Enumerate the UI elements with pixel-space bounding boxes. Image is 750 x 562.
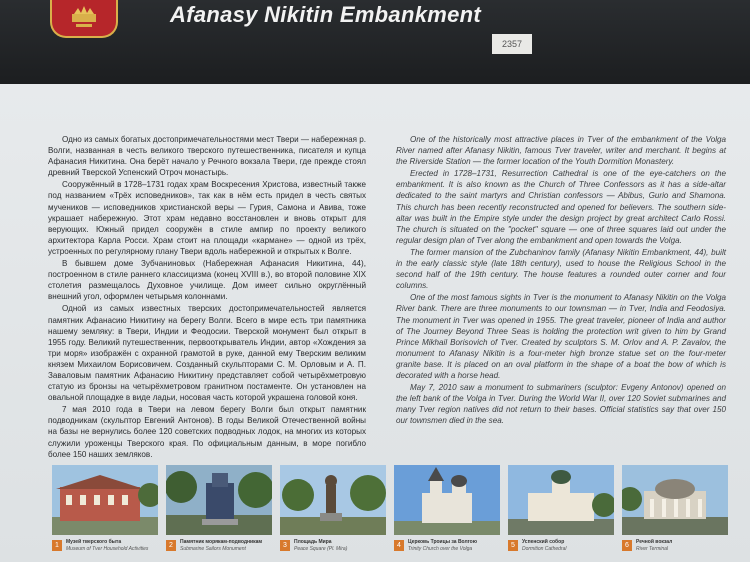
photo-number: 4 <box>394 540 404 551</box>
sign-header <box>0 0 750 84</box>
museum-photo <box>52 465 158 535</box>
peace-square-photo <box>280 465 386 535</box>
ru-paragraph: Сооружённый в 1728–1731 годах храм Воскресения Христова, известный также под названием «Трёх исповедников», так как в нём есть придел в честь святых мучеников — исповедников христианской веры — Гурия, Самона и Авива, тоже украшает набережную. Этот храм недавно восстановлен и вновь открыт для верующих. Южный придел сооружён в стиле ампир по проекту великого архитектора Карла Росси. Храм стоит на площади «кармане» — одной из трёх, устроенных по регулярному плану Твери вдоль набережной и открытых к Волге. <box>48 180 366 256</box>
photo-caption-en: Submarine Sailors Monument <box>180 546 246 552</box>
ru-paragraph: В бывшем доме Зубчаниновых (Набережная Афанасия Никитина, 44), построенном в стиле раннего классицизма (конец XVIII в.), во второй половине XIX столетия размещалось Духовное училище. Дом имеет сильно округлённый внешний угол, оформлен четырьмя колоннами. <box>48 259 366 302</box>
english-text-column <box>396 134 726 427</box>
photo-caption-ru: Музей тверского быта <box>66 539 122 545</box>
photo-caption-ru: Памятник морякам-подводникам <box>180 539 263 545</box>
photo-number: 2 <box>166 540 176 551</box>
photo-caption-en: Trinity Church over the Volga <box>408 546 473 552</box>
photo-river-terminal <box>622 465 728 556</box>
river-terminal-photo <box>622 465 728 535</box>
en-paragraph: One of the most famous sights in Tver is the monument to Afanasy Nikitin on the Volga River bank. There are three monuments to our townsman — in Tver, India and Feodosiya. The monument in Tver was opened in 1955. The great traveler, pioneer of India and author of The Journey Beyond Three Seas is holding the protection writ given to him by Grand Prince Mikhail Borisovich of Tver. Created by sculptors S. M. Orlov and A. P. Zavalov, the monument to Afanasy Nikitin is a four-meter high bronze statue set on the four-meter granite base. It is placed on an oval platform in the shape of a boat the bow of which is decorated with a horse head. <box>396 293 726 380</box>
photo-dormition-cathedral <box>508 465 614 556</box>
ru-paragraph: 7 мая 2010 года в Твери на левом берегу Волги был открыт памятник подводникам (скульптор Евгений Антонов). В годы Великой Отечественной войны на базы не вернулись более 120 советских подводных лодок, на многих из которых служили уроженцы Тверского края. По официальным данным, в море погибло более 150 наших земляков. <box>48 405 366 459</box>
photo-caption-ru: Успенский собор <box>522 539 565 545</box>
photo-caption-ru: Церковь Троицы за Волгою <box>408 539 478 545</box>
en-paragraph: Erected in 1728–1731, Resurrection Cathedral is one of the eye-catchers on the embankment. It is also known as the Church of Three Confessors as it has a side-altar dedicated to the saint martyrs and Christian confessors — Abibus, Gurio and Shamona. This church has been recently reconstructed and opened for believers. The southern side-altar was built in the Empire style under the design project by great architect Carlo Rossi. The church is situated on the "pocket" square — one of three squares laid out under the regular design plan of Tver along the embankment and open towards the Volga. <box>396 169 726 245</box>
photo-caption-ru: Речной вокзал <box>636 539 673 545</box>
photo-submarine-monument <box>166 465 272 556</box>
photo-number: 1 <box>52 540 62 551</box>
tver-coat-of-arms-icon <box>50 0 118 38</box>
en-paragraph: The former mansion of the Zubchaninov family (Afanasy Nikitin Embankment, 44), built in the early classic style (late 18th century), used to house the Religious School in the second half of the 19th century. The house features a rounded outer corner and four columns. <box>396 247 726 291</box>
photo-trinity-church <box>394 465 500 556</box>
photo-number: 5 <box>508 540 518 551</box>
photo-caption-en: Museum of Tver Household Activities <box>66 546 149 552</box>
ru-paragraph: Одно из самых богатых достопримечательностями мест Твери — набережная р. Волги, названная в честь великого тверского путешественника, писателя и купца Афанасия Никитина. Она берёт начало у Речного вокзала Твери, где прежде стоял древний Тверской Успенский Отроч монастырь. <box>48 135 366 178</box>
photo-number: 6 <box>622 540 632 551</box>
page-title: Afanasy Nikitin Embankment <box>170 2 481 27</box>
dormition-cathedral-photo <box>508 465 614 535</box>
photo-peace-square <box>280 465 386 556</box>
photo-caption-en: Peace Square (Pl. Mira) <box>294 546 348 552</box>
photo-caption-ru: Площадь Мира <box>294 539 332 545</box>
photo-caption-en: Dormition Cathedral <box>522 546 567 552</box>
price-sticker: 2357 <box>492 34 532 54</box>
trinity-church-photo <box>394 465 500 535</box>
en-paragraph: May 7, 2010 saw a monument to submariners (sculptor: Evgeny Antonov) opened on the left bank of the Volga in Tver. During the World War II, over 120 Soviet submarines and many Tver region natives did not return to their bases. Official statistics say that over 150 our townsmen died in the sea. <box>396 383 726 426</box>
ru-paragraph: Одной из самых известных тверских достопримечательностей является памятник Афанасию Никитину на берегу Волги. Всего в мире есть три памятника нашему земляку: в Твери, Индии и Феодосии. Тверской монумент был открыт в 1955 году. Великий путешественник, первооткрыватель Индии, автор «Хождения за три моря» изображён с охранной грамотой в руке, данной ему Тверским великим князем Михаилом Борисовичем. Созданный скульпторами С. М. Орловым и А. П. Заваловым памятник Афанасию Никитину представляет собой четырёхметровую статую из бронзы на четырёхметровом гранитном постаменте. Он установлен на овальной площадке в виде ладьи, носовая часть которой украшена головой коня. <box>48 304 366 403</box>
photo-museum <box>52 465 158 556</box>
photo-strip <box>52 465 732 557</box>
photo-number: 3 <box>280 540 290 551</box>
photo-caption-en: River Terminal <box>636 546 669 552</box>
en-paragraph: One of the historically most attractive places in Tver of the embankment of the Volga River named after Afanasy Nikitin, famous Tver traveler, writer and merchant. It begins at the Riverside Station — the former location of the Youth Dormition Monastery. <box>396 135 726 167</box>
submarine-monument-photo <box>166 465 272 535</box>
russian-text-column <box>48 134 366 461</box>
